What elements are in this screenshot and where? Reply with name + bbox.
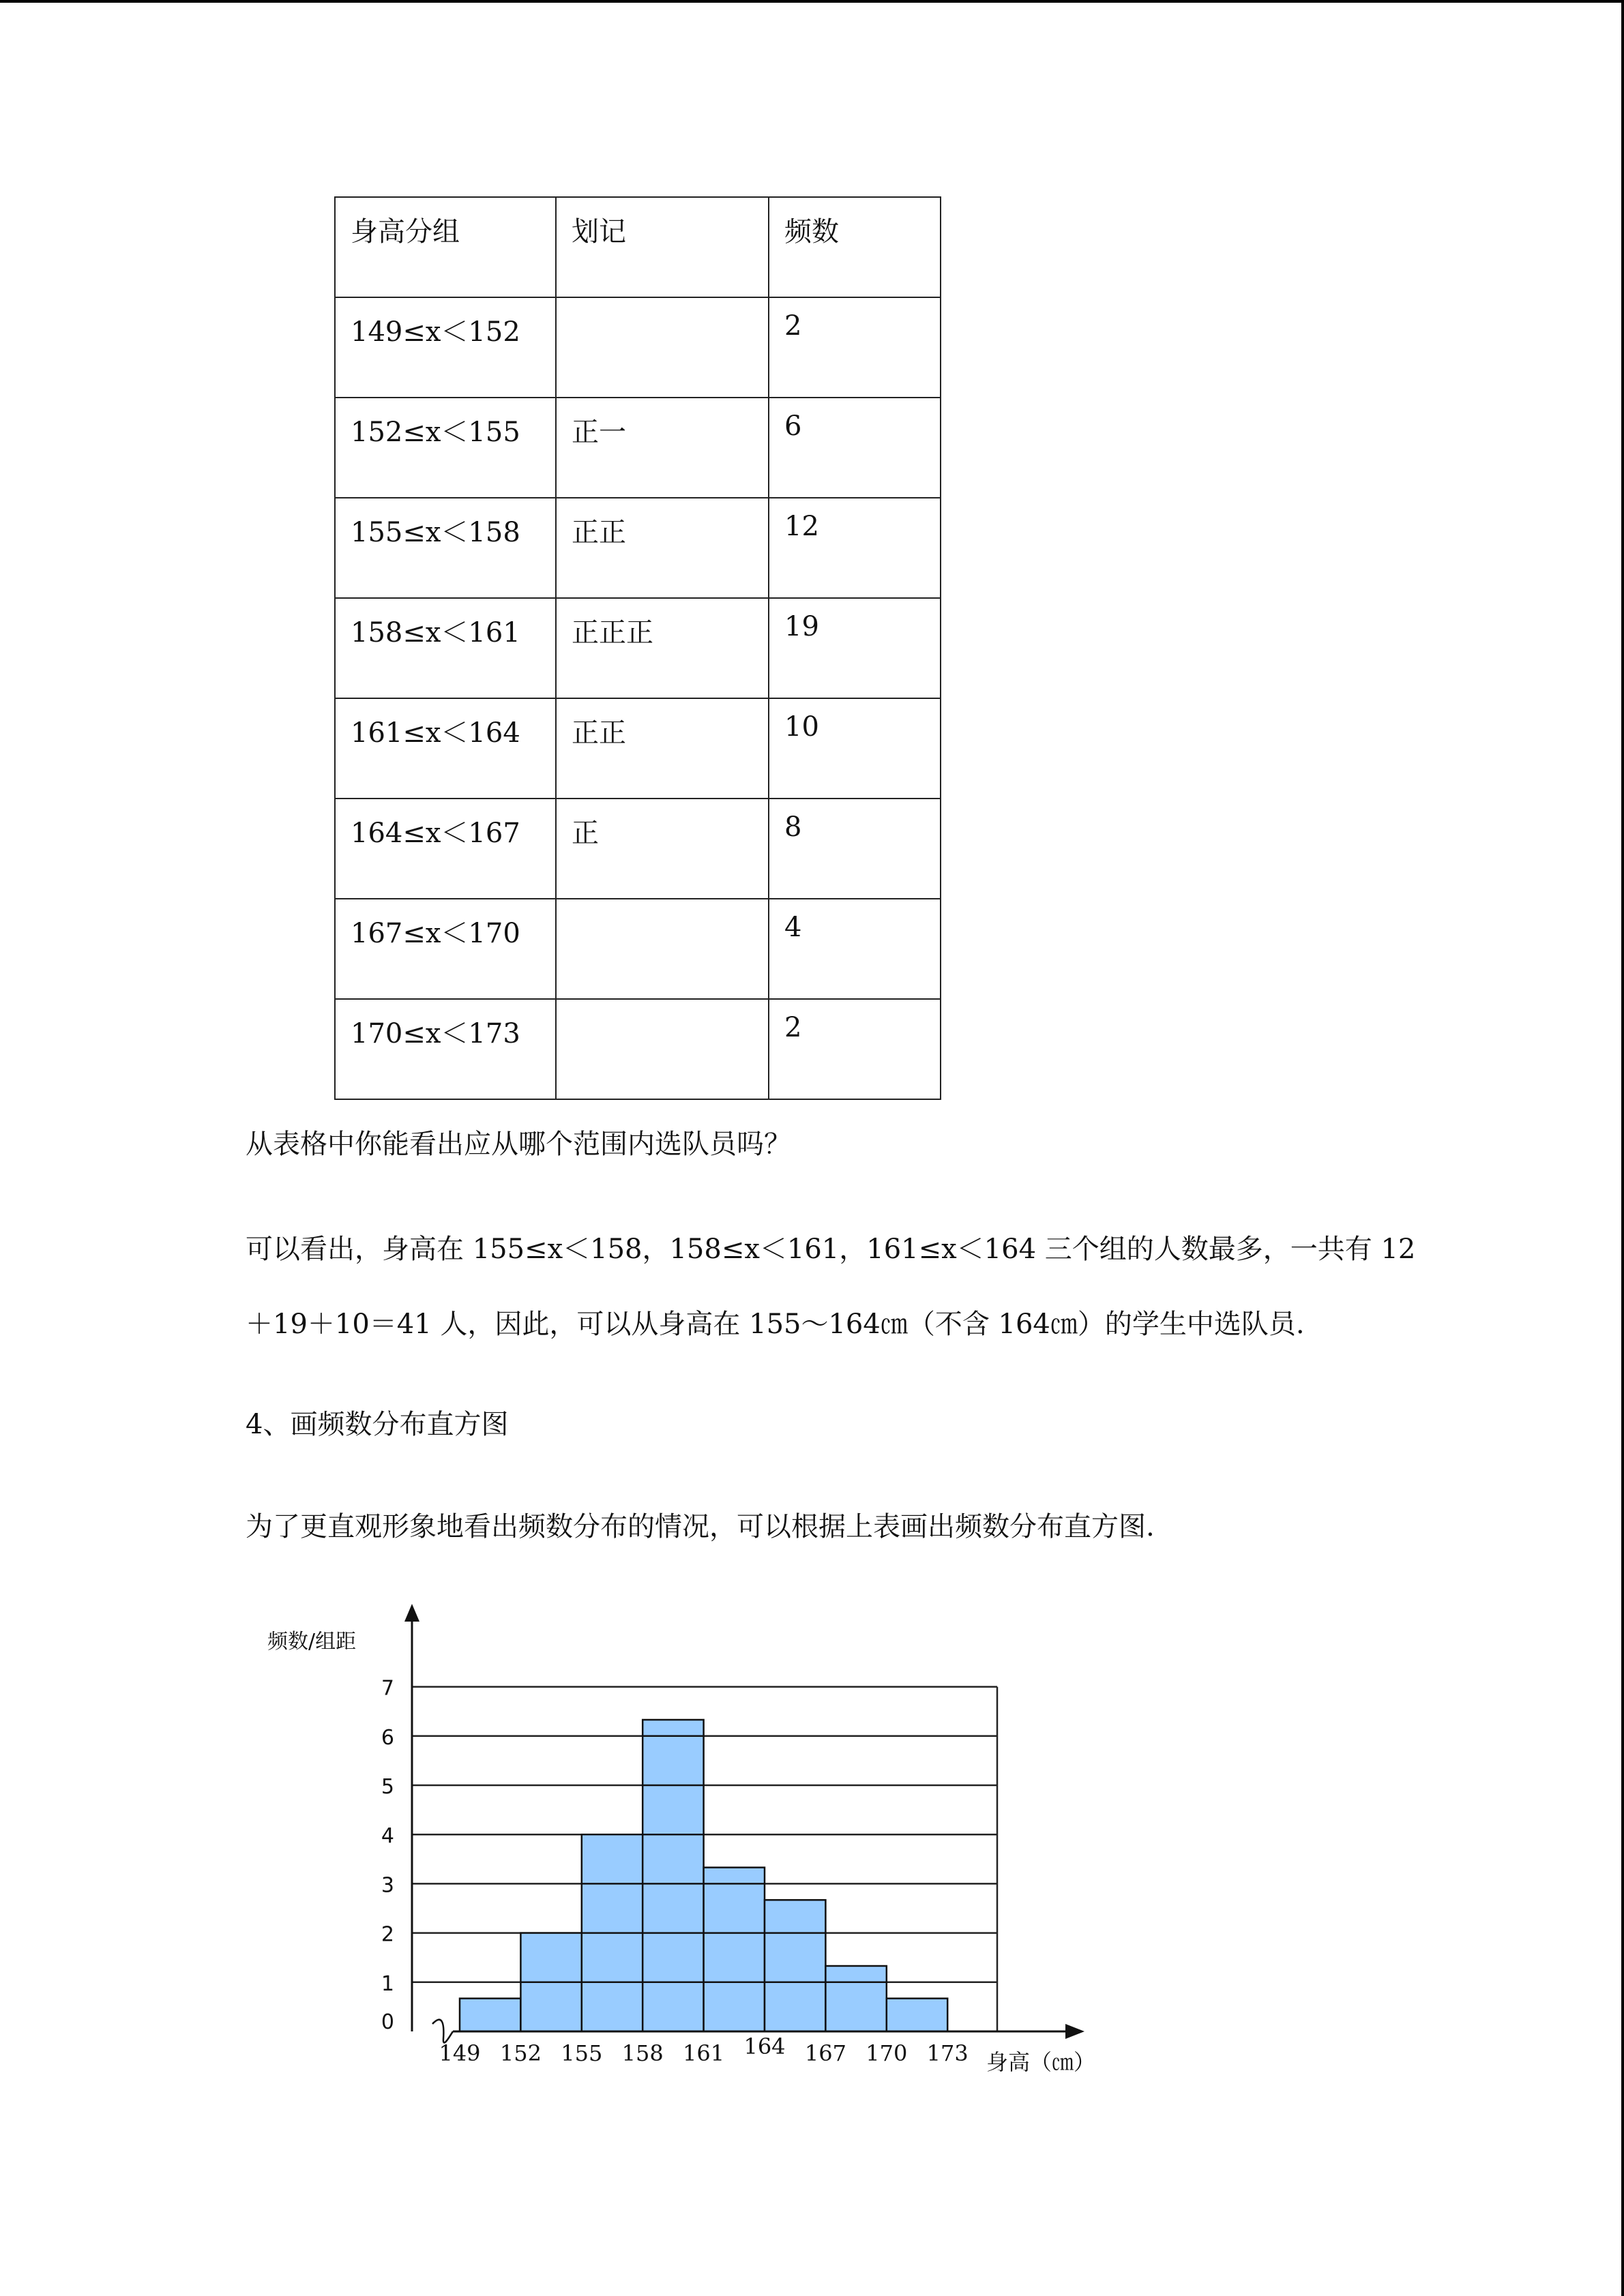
count-cell: 2 [769, 999, 941, 1099]
y-axis-arrow [404, 1604, 419, 1622]
question-text: 从表格中你能看出应从哪个范围内选队员吗？ [246, 1129, 791, 1160]
tally-cell: 正正 [556, 698, 769, 799]
x-tick-label: 173 [926, 2040, 969, 2066]
count-cell: 12 [769, 498, 941, 598]
x-tick-label: 164 [743, 2033, 786, 2059]
count-cell: 2 [769, 297, 941, 398]
count-cell: 6 [769, 398, 941, 498]
header-frequency: 频数 [769, 197, 941, 297]
histogram-bars [460, 1720, 947, 2031]
answer-line-2: ＋19＋10＝41 人，因此，可以从身高在 155～164㎝（不含 164㎝）的学生中选队员. [246, 1309, 1305, 1340]
histogram-bar [643, 1720, 703, 2031]
histogram-bar [704, 1868, 765, 2031]
tally-cell: 正 [556, 799, 769, 899]
x-tick-label: 149 [439, 2040, 481, 2066]
y-tick-label: 3 [381, 1873, 394, 1898]
header-height-group: 身高分组 [335, 197, 556, 297]
tally-cell: 正一 [556, 398, 769, 498]
x-tick-label: 155 [561, 2040, 603, 2066]
y-tick-label: 2 [381, 1922, 394, 1947]
histogram-bar [825, 1966, 886, 2031]
header-tally: 划记 [556, 197, 769, 297]
x-tick-label: 161 [683, 2040, 725, 2066]
y-tick-label: 0 [381, 2010, 394, 2034]
range-cell: 155≤x＜158 [335, 498, 556, 598]
y-axis-title: 频数/组距 [267, 1630, 357, 1654]
count-cell: 19 [769, 598, 941, 698]
intro-text: 为了更直观形象地看出频数分布的情况，可以根据上表画出频数分布直方图. [246, 1511, 1155, 1542]
y-tick-label: 1 [381, 1971, 394, 1996]
y-tick-label: 4 [381, 1824, 394, 1849]
x-tick-label: 170 [866, 2040, 908, 2066]
x-tick-label: 152 [499, 2040, 542, 2066]
answer-line-1: 可以看出，身高在 155≤x＜158，158≤x＜161，161≤x＜164 三个组的人数最多，一共有 12 [246, 1234, 1416, 1265]
y-tick-label: 6 [381, 1725, 394, 1750]
range-cell: 149≤x＜152 [335, 297, 556, 398]
x-axis-arrow [1065, 2024, 1084, 2039]
axis-break-symbol [432, 2020, 453, 2043]
range-cell: 158≤x＜161 [335, 598, 556, 698]
tally-cell: 正正正 [556, 598, 769, 698]
section-heading: 4、画频数分布直方图 [246, 1409, 509, 1440]
count-cell: 4 [769, 899, 941, 999]
y-tick-label: 5 [381, 1775, 394, 1799]
y-tick-label: 7 [381, 1676, 394, 1701]
range-cell: 167≤x＜170 [335, 899, 556, 999]
range-cell: 152≤x＜155 [335, 398, 556, 498]
histogram-bar [460, 1999, 520, 2031]
x-tick-label: 158 [621, 2040, 664, 2066]
x-axis-title: 身高（㎝） [986, 2049, 1096, 2075]
tally-cell: 正正 [556, 498, 769, 598]
range-cell: 164≤x＜167 [335, 799, 556, 899]
count-cell: 10 [769, 698, 941, 799]
count-cell: 8 [769, 799, 941, 899]
histogram-bar [887, 1999, 947, 2031]
range-cell: 170≤x＜173 [335, 999, 556, 1099]
histogram-bar [765, 1900, 825, 2031]
x-tick-label: 167 [804, 2040, 846, 2066]
range-cell: 161≤x＜164 [335, 698, 556, 799]
